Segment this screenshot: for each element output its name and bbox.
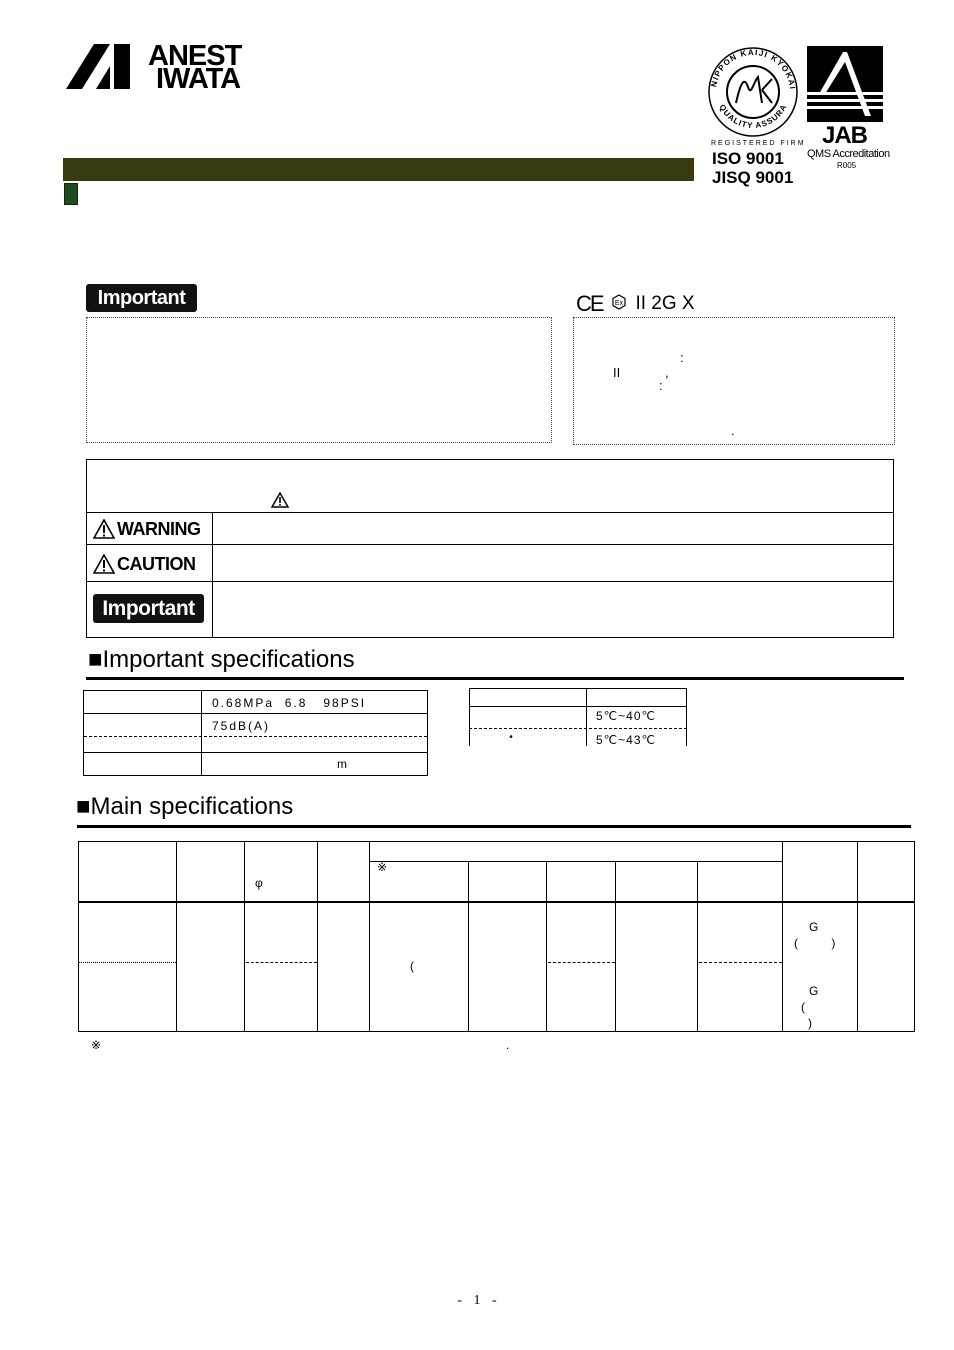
- spec-value-noise: 75dB(A): [212, 719, 271, 733]
- note-mark: ※: [377, 860, 388, 874]
- symbol-column-divider: [212, 512, 213, 637]
- temp-value-ambient: 5℃~40℃: [596, 709, 656, 723]
- phi-symbol: φ: [255, 876, 263, 890]
- warning-label: [93, 518, 201, 540]
- col-divider: [615, 861, 616, 1031]
- g-thread-1: G: [809, 920, 819, 934]
- col-divider: [317, 842, 318, 1031]
- atex-colon-1: :: [680, 350, 684, 365]
- atex-colon-2: :: [659, 378, 663, 393]
- jab-emblem-icon: [807, 46, 883, 122]
- g-thread-2: G: [809, 984, 819, 998]
- row-divider: [84, 713, 427, 714]
- warning-text: WARNING: [117, 518, 201, 539]
- col-divider: [782, 842, 783, 1031]
- atex-group-ii: II: [613, 365, 621, 380]
- main-specs-rule: [77, 825, 911, 828]
- important-specs-rule: [86, 677, 904, 680]
- svg-text:QUALITY ASSURANCE: QUALITY ASSURA: [717, 102, 789, 131]
- header-divider: [79, 901, 914, 903]
- warning-icon: [93, 519, 115, 539]
- g-thread-2-paren-close: ): [808, 1016, 812, 1030]
- registered-firm-label: REGISTERED FIRM: [711, 140, 806, 147]
- iso-9001-label: ISO 9001: [712, 149, 784, 168]
- jab-label: JAB: [822, 122, 868, 149]
- caution-text: CAUTION: [117, 553, 196, 574]
- jab-logo: [807, 46, 883, 122]
- col-divider: [697, 861, 698, 1031]
- anest-iwata-logo: [66, 40, 248, 95]
- title-marker: [64, 183, 78, 205]
- atex-marking: [576, 291, 695, 315]
- title-bar: [63, 158, 694, 181]
- main-specs-heading: ■Main specifications: [76, 793, 294, 820]
- atex-group-text: II 2G X: [635, 293, 695, 314]
- caution-label: [93, 553, 196, 575]
- row-divider-dashed: [79, 962, 176, 963]
- important-badge: Important: [86, 284, 197, 312]
- row-divider: [369, 861, 782, 862]
- caution-icon: [93, 554, 115, 574]
- main-specs-table: [78, 841, 915, 1032]
- nk-seal-icon: [706, 45, 800, 140]
- important-specs-right-table: [469, 688, 687, 746]
- brand-line1: ANEST: [148, 40, 242, 72]
- right-border: [686, 688, 687, 746]
- symbol-row-divider: [87, 581, 893, 582]
- col-divider: [244, 842, 245, 1031]
- ce-mark-icon: CE: [576, 291, 603, 316]
- footnote-dot: .: [506, 1038, 510, 1052]
- col-divider: [586, 688, 587, 746]
- row-divider: [469, 706, 687, 707]
- logo-mark-icon: [66, 44, 146, 90]
- symbol-row-divider: [87, 544, 893, 545]
- paren-open: (: [410, 959, 414, 973]
- warning-triangle-icon: [271, 492, 289, 513]
- row-divider-dashed: [84, 736, 427, 737]
- atex-comma: ,: [665, 365, 669, 380]
- brand-line2: IWATA: [156, 63, 241, 95]
- col-divider: [176, 842, 177, 1031]
- col-divider: [468, 861, 469, 1031]
- jab-code-label: R005: [837, 161, 857, 170]
- top-border: [469, 688, 687, 689]
- page-number: - 1 -: [457, 1293, 497, 1308]
- svg-text:NIPPON KAIJI KYOKAI: NIPPON KAIJI KYOKAI: [709, 47, 797, 91]
- important-symbol-badge: Important: [93, 594, 204, 623]
- row-divider: [84, 752, 427, 753]
- ex-hexagon-icon: [611, 294, 627, 315]
- spec-value-pressure: 0.68MPa 6.8 98PSI: [212, 696, 367, 710]
- temp-value-fluid: 5℃~43℃: [596, 733, 656, 747]
- temp-label-dot: ・: [505, 730, 518, 744]
- svg-text:Ex: Ex: [614, 299, 624, 307]
- important-specs-heading: ■Important specifications: [88, 646, 355, 673]
- col-divider: [369, 842, 370, 1031]
- g-thread-2-paren-open: (: [801, 1000, 805, 1014]
- g-thread-1-paren: ( ): [794, 936, 836, 950]
- col-divider: [857, 842, 858, 1031]
- row-divider-dashed: [246, 962, 317, 963]
- left-border: [469, 688, 470, 746]
- important-specs-left-table: [83, 690, 428, 776]
- symbol-legend-table: [86, 459, 894, 638]
- atex-notice-box: [573, 317, 895, 445]
- row-divider-dashed: [699, 962, 782, 963]
- row-divider-dashed: [469, 728, 687, 729]
- spec-value-distance: m: [337, 757, 347, 771]
- footnote-mark: ※: [91, 1038, 102, 1052]
- col-divider: [546, 861, 547, 1031]
- important-notice-box: [86, 317, 552, 443]
- atex-dot: .: [731, 423, 735, 438]
- row-divider-dashed: [548, 962, 615, 963]
- jisq-9001-label: JISQ 9001: [712, 168, 794, 187]
- jab-sub-label: QMS Accreditation: [807, 148, 890, 160]
- nk-certification-seal: [706, 45, 800, 140]
- symbol-row-divider: [87, 512, 893, 513]
- col-divider: [201, 691, 202, 775]
